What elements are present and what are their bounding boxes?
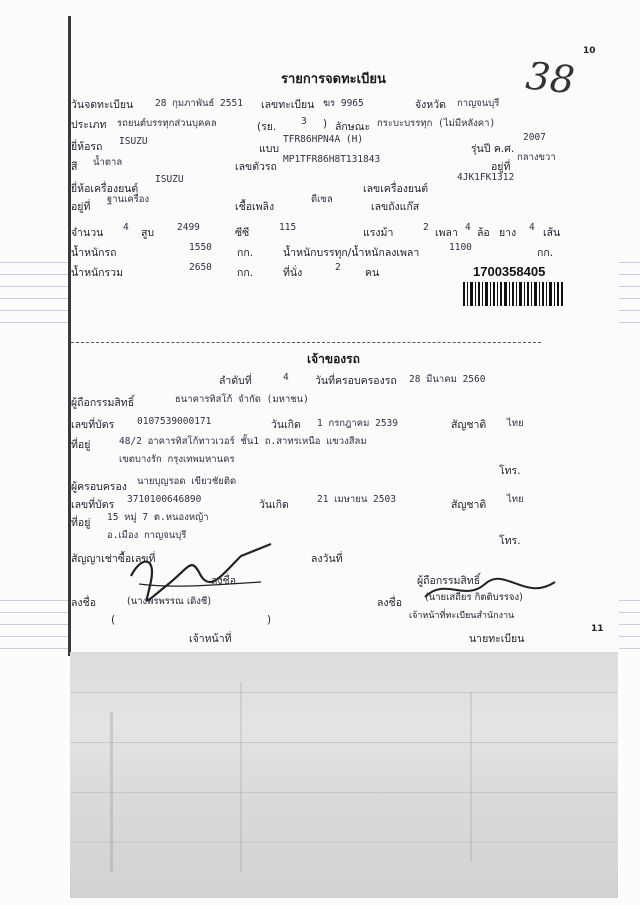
birth-value: 1 กรกฎาคม 2539 <box>317 418 398 429</box>
holder-birth-label: วันเกิด <box>259 499 289 511</box>
sign-label-right: ลงชื่อ <box>377 597 402 609</box>
registrar-label: นายทะเบียน <box>469 633 525 645</box>
cc-label: ซีซี <box>235 227 250 239</box>
holder-id-value: 3710100646890 <box>127 494 202 505</box>
holder-nation-label: สัญชาติ <box>451 499 487 511</box>
scan-smear <box>240 682 242 872</box>
order-label: ลำดับที่ <box>219 375 252 387</box>
fuel-label: เชื้อเพลิง <box>235 201 275 213</box>
fuel-value: ดีเซล <box>311 194 333 205</box>
nation-label: สัญชาติ <box>451 419 487 431</box>
barcode-number: 1700358405 <box>473 264 546 279</box>
model-value: TFR86HPN4A (H) <box>283 134 364 145</box>
total-weight-label: น้ำหนักรวม <box>71 267 123 279</box>
color-label: สี <box>71 161 78 173</box>
engine-brand-value: ISUZU <box>155 174 184 185</box>
count-label: จำนวน <box>71 227 104 239</box>
kg-unit-1: กก. <box>237 247 254 259</box>
type-label: ประเภท <box>71 119 107 131</box>
id-label: เลขที่บัตร <box>71 419 115 431</box>
seats-label: ที่นั่ง <box>283 267 303 279</box>
engine-no-value: 4JK1FK1312 <box>457 172 515 183</box>
province-label: จังหวัด <box>415 99 446 111</box>
weight-value: 1550 <box>189 242 212 253</box>
cyl-value: 4 <box>123 222 129 233</box>
seats-unit: คน <box>365 267 380 279</box>
chassis-value: MP1TFR86H8T131843 <box>283 154 381 165</box>
lease-label: สัญญาเช่าซื้อเลขที่ <box>71 553 156 565</box>
total-weight-value: 2650 <box>189 262 212 273</box>
rb-close: ) <box>323 118 328 130</box>
rb-value: 3 <box>301 116 307 127</box>
page-number-top: 10 <box>583 46 596 56</box>
sign-label-mid: ลงชื่อ <box>211 575 236 587</box>
load-value: 1100 <box>449 242 472 253</box>
section-separator <box>71 342 541 343</box>
tires-label: ยาง <box>499 227 517 239</box>
year-label: รุ่นปี ค.ศ. <box>471 143 515 155</box>
gas-tank-label: เลขถังแก๊ส <box>371 201 420 213</box>
color-value: น้ำตาล <box>93 157 123 168</box>
axles-label: เพลา <box>435 227 458 239</box>
addr-line-1: 48/2 อาคารทิสโก้ทาวเวอร์ ชั้น1 ถ.สาทรเหนือ แขวงสีลม <box>119 436 367 447</box>
reg-date-value: 28 กุมภาพันธ์ 2551 <box>155 98 243 109</box>
holder-birth-value: 21 เมษายน 2503 <box>317 494 396 505</box>
official-label: เจ้าหน้าที่ <box>189 633 232 645</box>
scan-stripe <box>70 792 618 793</box>
load-label: น้ำหนักบรรทุก/น้ำหนักลงเพลา <box>283 247 420 259</box>
province-value: กาญจนบุรี <box>457 98 500 109</box>
style-label: ลักษณะ <box>335 121 371 133</box>
engine-brand-label: ยี่ห้อเครื่องยนต์ <box>71 183 139 195</box>
at2-label: อยู่ที่ <box>71 201 91 213</box>
hp-value: 115 <box>279 222 297 233</box>
sign-paren-right: ) <box>267 614 272 626</box>
holder-label: ผู้ครอบครอง <box>71 481 127 493</box>
engine-no-label: เลขเครื่องยนต์ <box>363 183 429 195</box>
seats-value: 2 <box>335 262 341 273</box>
holder-value: นายบุญรอด เขียวชัยติด <box>137 476 237 487</box>
registrar-signature <box>415 572 565 612</box>
rb-open: (รย. <box>257 121 277 133</box>
chassis-label: เลขตัวรถ <box>235 161 277 173</box>
type-value: รถยนต์บรรทุกส่วนบุคคล <box>117 118 217 129</box>
reg-no-label: เลขทะเบียน <box>261 99 315 111</box>
cyl-label: สูบ <box>141 227 155 239</box>
axles-value: 2 <box>423 222 429 233</box>
tires-unit: เส้น <box>543 227 561 239</box>
scan-stripe <box>70 742 618 743</box>
handwritten-number: 38 <box>523 53 577 103</box>
scan-stripe <box>70 692 618 693</box>
addr-line-2: เขตบางรัก กรุงเทพมหานคร <box>119 454 235 465</box>
scan-smear <box>470 692 472 862</box>
scan-smear <box>110 712 113 872</box>
at2-value: ฐานเครื่อง <box>107 194 150 205</box>
brand-value: ISUZU <box>119 136 148 147</box>
page-number-bottom: 11 <box>591 624 604 634</box>
style-value: กระบะบรรทุก (ไม่มีหลังคา) <box>377 118 496 129</box>
nation-value: ไทย <box>507 418 524 429</box>
scan-stripe <box>70 842 618 843</box>
registrar-title: เจ้าหน้าที่ทะเบียนสำนักงาน <box>409 611 515 621</box>
possess-date-label: วันที่ครอบครองรถ <box>315 375 397 387</box>
model-label: แบบ <box>259 143 280 155</box>
holder-nation-value: ไทย <box>507 494 524 505</box>
wheels-label: ล้อ <box>477 227 490 239</box>
tires-value: 4 <box>529 222 535 233</box>
holder-addr-line-1: 15 หมู่ 7 ต.หนองหญ้า <box>107 512 209 523</box>
at-label: อยู่ที่ <box>491 161 511 173</box>
registration-document <box>68 16 619 656</box>
weight-label: น้ำหนักรถ <box>71 247 117 259</box>
lease-date-label: ลงวันที่ <box>311 553 343 565</box>
barcode-image <box>463 282 563 306</box>
holder-id-label: เลขที่บัตร <box>71 499 115 511</box>
at-value: กลางขวา <box>517 152 556 163</box>
order-value: 4 <box>283 372 289 383</box>
wheels-value: 4 <box>465 222 471 233</box>
brand-label: ยี่ห้อรถ <box>71 141 103 153</box>
reg-date-label: วันจดทะเบียน <box>71 99 134 111</box>
sign-paren-left: ( <box>111 614 116 626</box>
birth-label: วันเกิด <box>271 419 301 431</box>
holder-addr-label: ที่อยู่ <box>71 517 91 529</box>
owner-sign-label: ผู้ถือกรรมสิทธิ์ <box>417 575 481 587</box>
id-value: 0107539000171 <box>137 416 212 427</box>
holder-tel-label: โทร. <box>499 535 521 547</box>
owner-label: ผู้ถือกรรมสิทธิ์ <box>71 397 135 409</box>
addr-label: ที่อยู่ <box>71 439 91 451</box>
cc-value: 2499 <box>177 222 200 233</box>
kg-unit-3: กก. <box>237 267 254 279</box>
possess-date-value: 28 มีนาคม 2560 <box>409 374 486 385</box>
official-name: (นางพรพรรณ เดิงชี) <box>127 596 212 607</box>
registrar-name: (นายเสถียร กิตติบรรจง) <box>425 592 523 603</box>
reg-no-value: ฆร 9965 <box>323 98 364 109</box>
hp-label: แรงม้า <box>363 227 394 239</box>
owner-heading: เจ้าของรถ <box>307 352 360 366</box>
tel-label: โทร. <box>499 465 521 477</box>
year-value: 2007 <box>523 132 546 143</box>
document-title: รายการจดทะเบียน <box>281 72 386 87</box>
blank-grey-area <box>70 652 618 898</box>
holder-addr-line-2: อ.เมือง กาญจนบุรี <box>107 530 187 541</box>
kg-unit-2: กก. <box>537 247 554 259</box>
owner-value: ธนาคารทิสโก้ จำกัด (มหาชน) <box>175 394 309 405</box>
sign-label-left: ลงชื่อ <box>71 597 96 609</box>
